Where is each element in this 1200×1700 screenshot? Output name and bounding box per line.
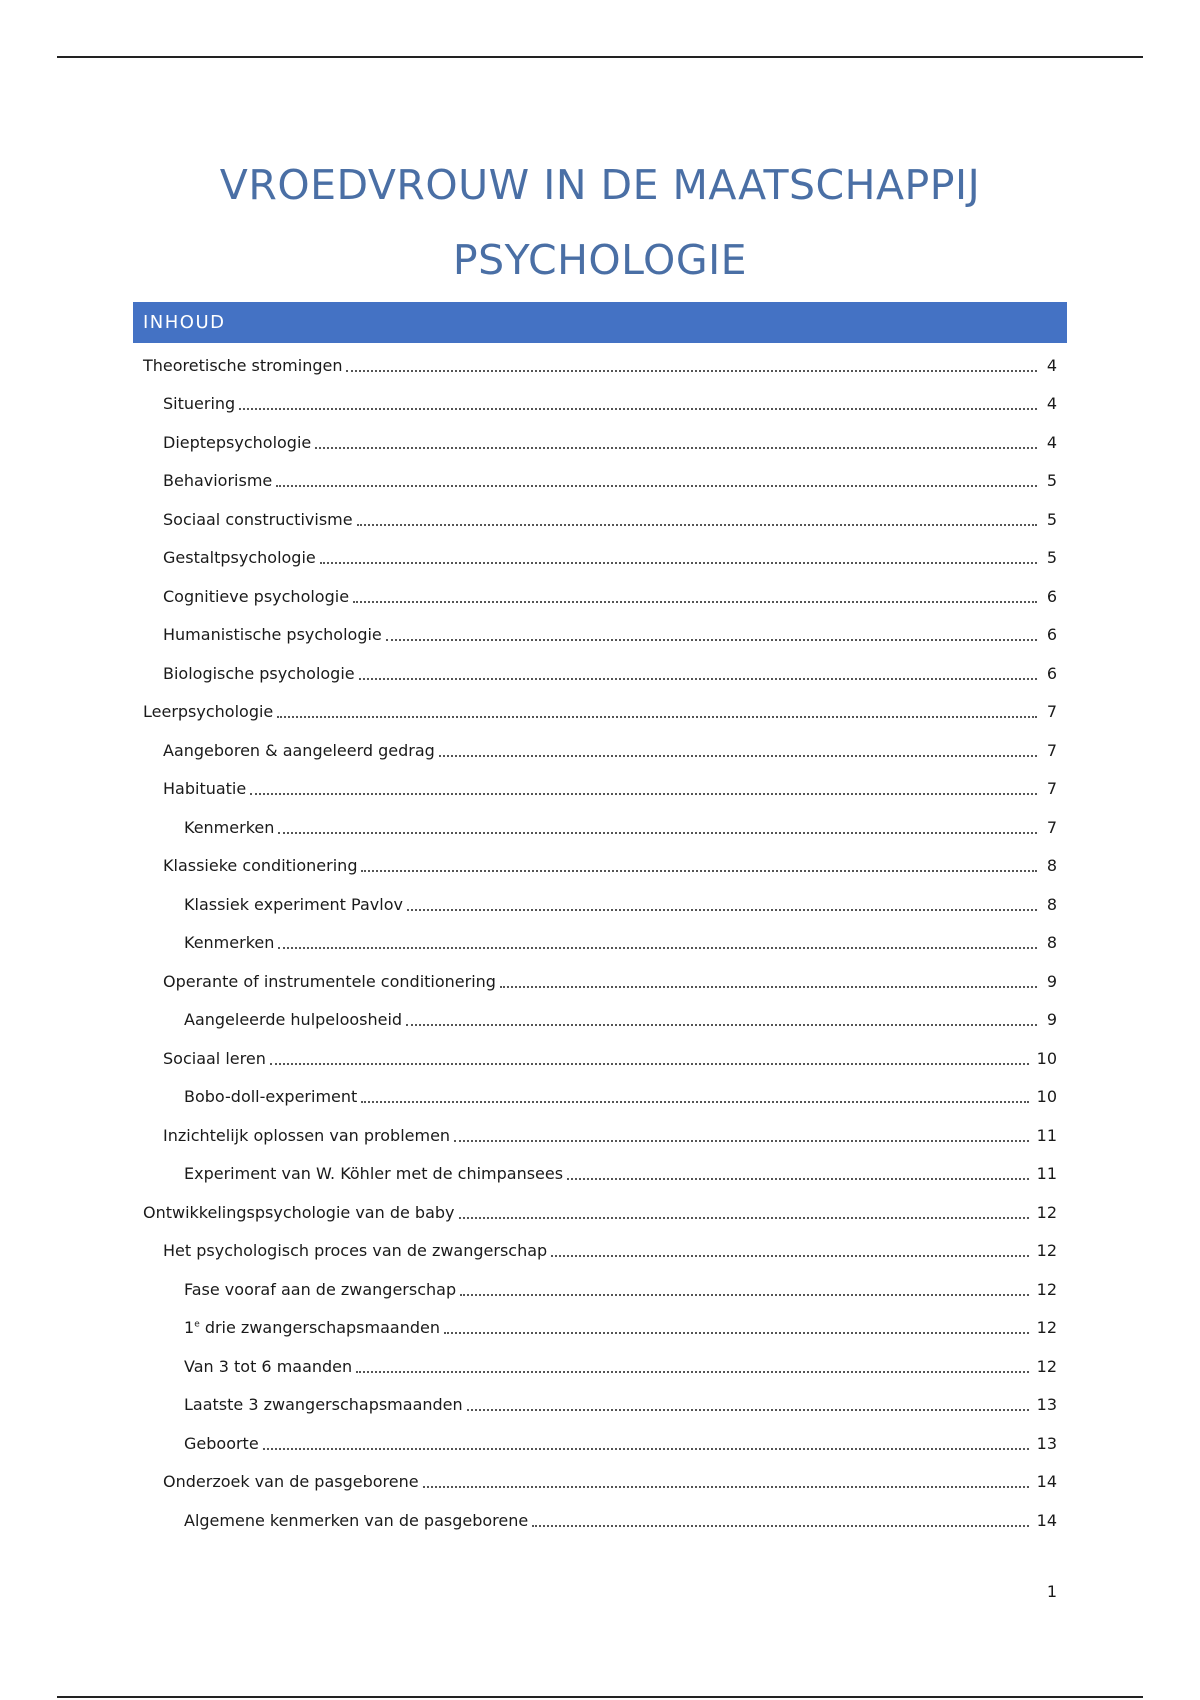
toc-entry[interactable] — [143, 770, 1057, 809]
dot-leader — [278, 946, 1037, 949]
title-line-2: PSYCHOLOGIE — [452, 236, 748, 284]
toc-entry-page: 5 — [1046, 509, 1057, 529]
toc-entry[interactable] — [143, 654, 1057, 693]
toc-entry[interactable] — [143, 1347, 1057, 1386]
toc-entry[interactable] — [143, 1001, 1057, 1040]
dot-leader — [278, 831, 1037, 834]
dot-leader — [567, 1177, 1029, 1180]
toc-entry-title: Klassieke conditionering — [163, 856, 358, 876]
toc-entry-page: 12 — [1036, 1241, 1057, 1261]
toc-entry-page: 8 — [1046, 856, 1057, 876]
toc-entry-page: 7 — [1046, 702, 1057, 722]
toc-entry-title: Leerpsychologie — [143, 702, 274, 722]
toc-entry[interactable] — [143, 1155, 1057, 1194]
table-of-contents — [143, 346, 1057, 1540]
toc-entry-title: Bobo-doll-experiment — [184, 1087, 358, 1107]
toc-entry-title: Het psychologisch proces van de zwangerschap — [163, 1241, 548, 1261]
toc-entry-title: Sociaal constructivisme — [163, 509, 353, 529]
dot-leader — [346, 369, 1037, 372]
toc-entry[interactable] — [143, 577, 1057, 616]
toc-entry[interactable] — [143, 616, 1057, 655]
dot-leader — [315, 446, 1037, 449]
toc-entry-page: 9 — [1046, 971, 1057, 991]
toc-entry-page: 13 — [1036, 1395, 1057, 1415]
toc-entry-page: 8 — [1046, 894, 1057, 914]
toc-entry[interactable] — [143, 1232, 1057, 1271]
toc-entry-title: Onderzoek van de pasgeborene — [163, 1472, 419, 1492]
toc-entry-page: 7 — [1046, 779, 1057, 799]
toc-entry-page: 12 — [1036, 1318, 1057, 1338]
dot-leader — [277, 715, 1037, 718]
toc-entry-title: 1e drie zwangerschapsmaanden — [184, 1318, 440, 1338]
toc-entry-title: Sociaal leren — [163, 1048, 266, 1068]
dot-leader — [357, 523, 1037, 526]
dot-leader — [320, 561, 1037, 564]
toc-entry[interactable] — [143, 1386, 1057, 1425]
toc-entry-page: 5 — [1046, 548, 1057, 568]
toc-entry[interactable] — [143, 1270, 1057, 1309]
toc-entry[interactable] — [143, 1501, 1057, 1540]
dot-leader — [467, 1408, 1029, 1411]
toc-entry[interactable] — [143, 1078, 1057, 1117]
dot-leader — [439, 754, 1037, 757]
toc-entry-title: Fase vooraf aan de zwangerschap — [184, 1279, 457, 1299]
toc-entry-page: 10 — [1036, 1087, 1057, 1107]
dot-leader — [250, 792, 1037, 795]
toc-entry[interactable] — [143, 423, 1057, 462]
toc-entry[interactable] — [143, 885, 1057, 924]
toc-entry[interactable] — [143, 1424, 1057, 1463]
toc-entry-title: Inzichtelijk oplossen van problemen — [163, 1125, 451, 1145]
toc-entry-title: Experiment van W. Köhler met de chimpansees — [184, 1164, 564, 1184]
dot-leader — [551, 1254, 1029, 1257]
toc-entry-page: 11 — [1036, 1164, 1057, 1184]
dot-leader — [444, 1331, 1029, 1334]
toc-entry-page: 10 — [1036, 1048, 1057, 1068]
toc-entry-page: 11 — [1036, 1125, 1057, 1145]
toc-entry-title: Behaviorisme — [163, 471, 273, 491]
toc-entry[interactable] — [143, 693, 1057, 732]
dot-leader — [460, 1293, 1029, 1296]
toc-entry-page: 7 — [1046, 817, 1057, 837]
dot-leader — [423, 1485, 1029, 1488]
toc-entry-page: 4 — [1046, 355, 1057, 375]
toc-entry-title: Kenmerken — [184, 817, 275, 837]
toc-entry[interactable] — [143, 1463, 1057, 1502]
toc-entry-title: Kenmerken — [184, 933, 275, 953]
toc-entry-title: Theoretische stromingen — [143, 355, 343, 375]
dot-leader — [356, 1370, 1029, 1373]
toc-entry-page: 13 — [1036, 1433, 1057, 1453]
document-title — [133, 148, 1067, 298]
page-number: 1 — [1046, 1582, 1057, 1601]
dot-leader — [454, 1139, 1029, 1142]
toc-entry[interactable] — [143, 847, 1057, 886]
toc-entry-page: 5 — [1046, 471, 1057, 491]
dot-leader — [406, 1023, 1037, 1026]
dot-leader — [386, 638, 1037, 641]
dot-leader — [459, 1216, 1030, 1219]
toc-entry-title: Ontwikkelingspsychologie van de baby — [143, 1202, 455, 1222]
toc-entry-page: 7 — [1046, 740, 1057, 760]
toc-entry[interactable] — [143, 385, 1057, 424]
toc-entry-title: Van 3 tot 6 maanden — [184, 1356, 353, 1376]
toc-entry-title: Algemene kenmerken van de pasgeborene — [184, 1510, 529, 1530]
dot-leader — [407, 908, 1037, 911]
toc-entry[interactable] — [143, 1193, 1057, 1232]
dot-leader — [353, 600, 1037, 603]
toc-entry-title: Situering — [163, 394, 236, 414]
dot-leader — [263, 1447, 1029, 1450]
toc-entry-title: Humanistische psychologie — [163, 625, 382, 645]
toc-entry-title: Geboorte — [184, 1433, 259, 1453]
toc-entry-page: 4 — [1046, 394, 1057, 414]
header-rule — [57, 56, 1143, 58]
toc-entry-title: Operante of instrumentele conditionering — [163, 971, 496, 991]
toc-entry[interactable] — [143, 731, 1057, 770]
toc-entry-page: 12 — [1036, 1279, 1057, 1299]
dot-leader — [239, 407, 1037, 410]
toc-entry-title: Gestaltpsychologie — [163, 548, 316, 568]
dot-leader — [500, 985, 1037, 988]
toc-entry[interactable] — [143, 462, 1057, 501]
toc-entry-page: 9 — [1046, 1010, 1057, 1030]
toc-entry-title: Cognitieve psychologie — [163, 586, 350, 606]
toc-entry-title: Laatste 3 zwangerschapsmaanden — [184, 1395, 463, 1415]
toc-entry-title: Aangeboren & aangeleerd gedrag — [163, 740, 435, 760]
toc-entry-page: 12 — [1036, 1202, 1057, 1222]
toc-entry[interactable] — [143, 1309, 1057, 1348]
toc-entry-page: 4 — [1046, 432, 1057, 452]
toc-entry[interactable] — [143, 500, 1057, 539]
toc-entry-page: 6 — [1046, 586, 1057, 606]
toc-entry-page: 14 — [1036, 1472, 1057, 1492]
dot-leader — [532, 1524, 1029, 1527]
toc-entry[interactable] — [143, 808, 1057, 847]
toc-entry[interactable] — [143, 962, 1057, 1001]
toc-entry-page: 12 — [1036, 1356, 1057, 1376]
toc-entry[interactable] — [143, 1116, 1057, 1155]
dot-leader — [361, 1100, 1029, 1103]
toc-entry-page: 8 — [1046, 933, 1057, 953]
toc-entry[interactable] — [143, 539, 1057, 578]
toc-entry-title: Biologische psychologie — [163, 663, 355, 683]
footer-rule — [57, 1696, 1143, 1698]
dot-leader — [361, 869, 1037, 872]
toc-entry[interactable] — [143, 924, 1057, 963]
dot-leader — [276, 484, 1037, 487]
toc-entry[interactable] — [143, 1039, 1057, 1078]
toc-heading: INHOUD — [133, 302, 1067, 343]
toc-entry-page: 6 — [1046, 625, 1057, 645]
toc-entry-title: Klassiek experiment Pavlov — [184, 894, 403, 914]
toc-entry[interactable] — [143, 346, 1057, 385]
title-line-1: VROEDVROUW IN DE MAATSCHAPPIJ — [219, 161, 981, 209]
toc-entry-title: Aangeleerde hulpeloosheid — [184, 1010, 403, 1030]
dot-leader — [359, 677, 1037, 680]
toc-entry-title: Dieptepsychologie — [163, 432, 312, 452]
toc-entry-title: Habituatie — [163, 779, 247, 799]
toc-entry-page: 6 — [1046, 663, 1057, 683]
dot-leader — [270, 1062, 1029, 1065]
toc-entry-page: 14 — [1036, 1510, 1057, 1530]
